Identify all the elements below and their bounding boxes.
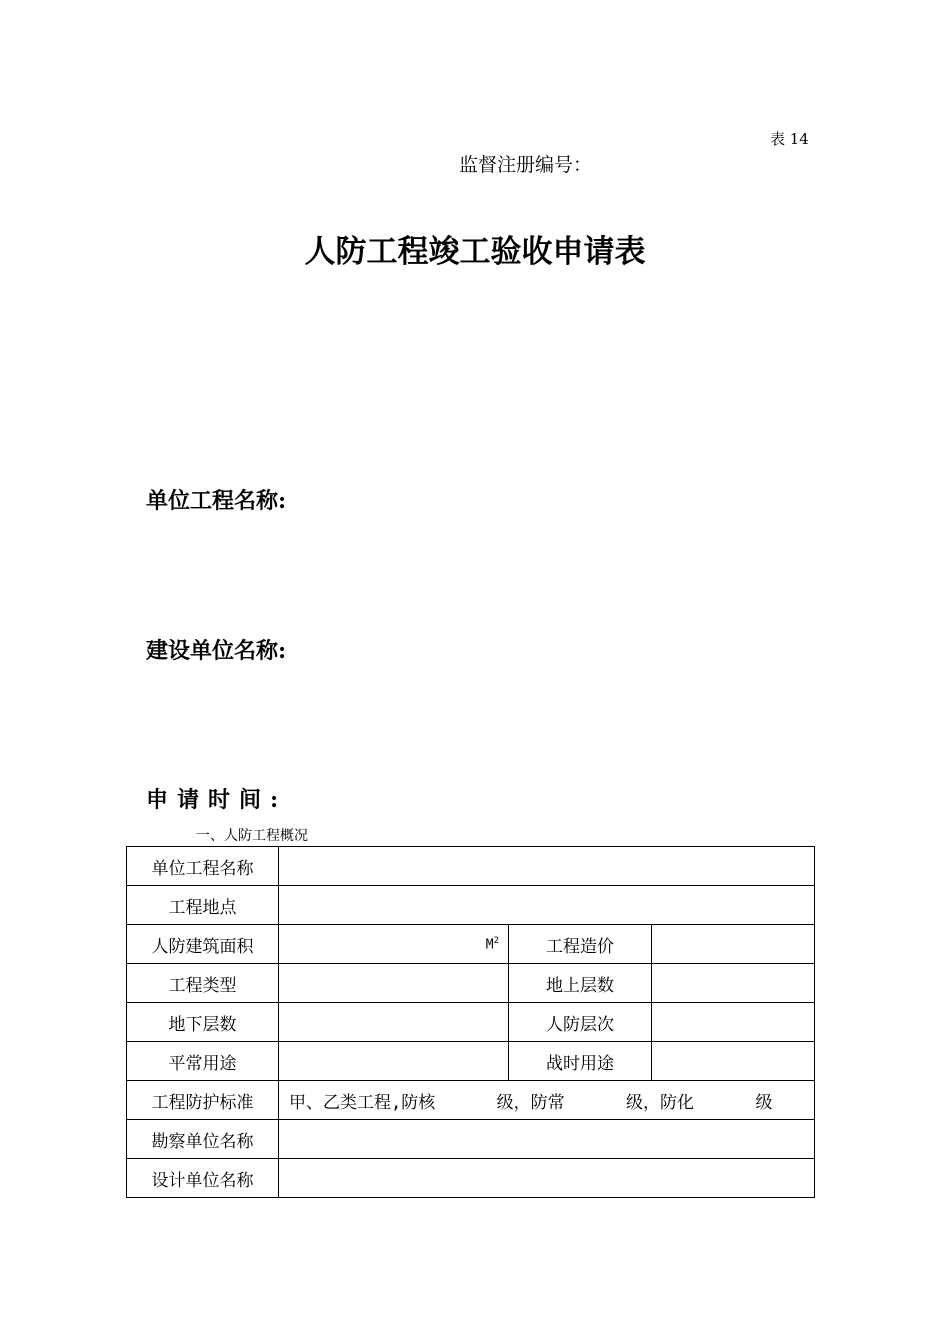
apply-time-label: 申请时间: xyxy=(146,787,288,813)
civil-defense-area-value[interactable] xyxy=(279,925,509,964)
underground-floors-value[interactable] xyxy=(279,1003,509,1042)
project-overview-table xyxy=(126,846,815,1198)
unit-project-name-label: 单位工程名称: xyxy=(146,488,287,514)
above-ground-floors-value[interactable] xyxy=(652,964,815,1003)
wartime-use-cell: 战时用途 xyxy=(509,1042,652,1081)
survey-unit-name-cell: 勘察单位名称 xyxy=(127,1120,279,1159)
wartime-use-value[interactable] xyxy=(652,1042,815,1081)
unit-project-name-cell: 单位工程名称 xyxy=(127,847,279,886)
peacetime-use-value[interactable] xyxy=(279,1042,509,1081)
form-number: 表 14 xyxy=(770,130,809,148)
project-cost-value[interactable] xyxy=(652,925,815,964)
table-row xyxy=(127,1003,815,1042)
project-type-value[interactable] xyxy=(279,964,509,1003)
civil-defense-level-cell: 人防层次 xyxy=(509,1003,652,1042)
builder-name-label: 建设单位名称: xyxy=(146,638,287,664)
section-heading: 一、人防工程概况 xyxy=(196,828,308,844)
table-row xyxy=(127,1120,815,1159)
project-type-cell: 工程类型 xyxy=(127,964,279,1003)
underground-floors-cell: 地下层数 xyxy=(127,1003,279,1042)
table-row xyxy=(127,847,815,886)
civil-defense-level-value[interactable] xyxy=(652,1003,815,1042)
above-ground-floors-cell: 地上层数 xyxy=(509,964,652,1003)
table-row xyxy=(127,925,815,964)
area-unit: M xyxy=(485,937,494,953)
table-row xyxy=(127,886,815,925)
peacetime-use-cell: 平常用途 xyxy=(127,1042,279,1081)
table-row xyxy=(127,1159,815,1198)
table-row xyxy=(127,1081,815,1120)
table-row xyxy=(127,964,815,1003)
document-title: 人防工程竣工验收申请表 xyxy=(304,234,646,270)
table-row xyxy=(127,1042,815,1081)
supervision-registration-label: 监督注册编号： xyxy=(459,154,593,176)
design-unit-name-value[interactable] xyxy=(279,1159,815,1198)
protection-standard-value[interactable]: 甲、乙类工程,防核 级，防常 级，防化 级 xyxy=(279,1081,815,1120)
protection-standard-cell: 工程防护标准 xyxy=(127,1081,279,1120)
project-cost-cell: 工程造价 xyxy=(509,925,652,964)
design-unit-name-cell: 设计单位名称 xyxy=(127,1159,279,1198)
unit-project-name-value[interactable] xyxy=(279,847,815,886)
project-location-cell: 工程地点 xyxy=(127,886,279,925)
survey-unit-name-value[interactable] xyxy=(279,1120,815,1159)
civil-defense-area-cell: 人防建筑面积 xyxy=(127,925,279,964)
area-unit-exponent: 2 xyxy=(493,935,499,946)
project-location-value[interactable] xyxy=(279,886,815,925)
